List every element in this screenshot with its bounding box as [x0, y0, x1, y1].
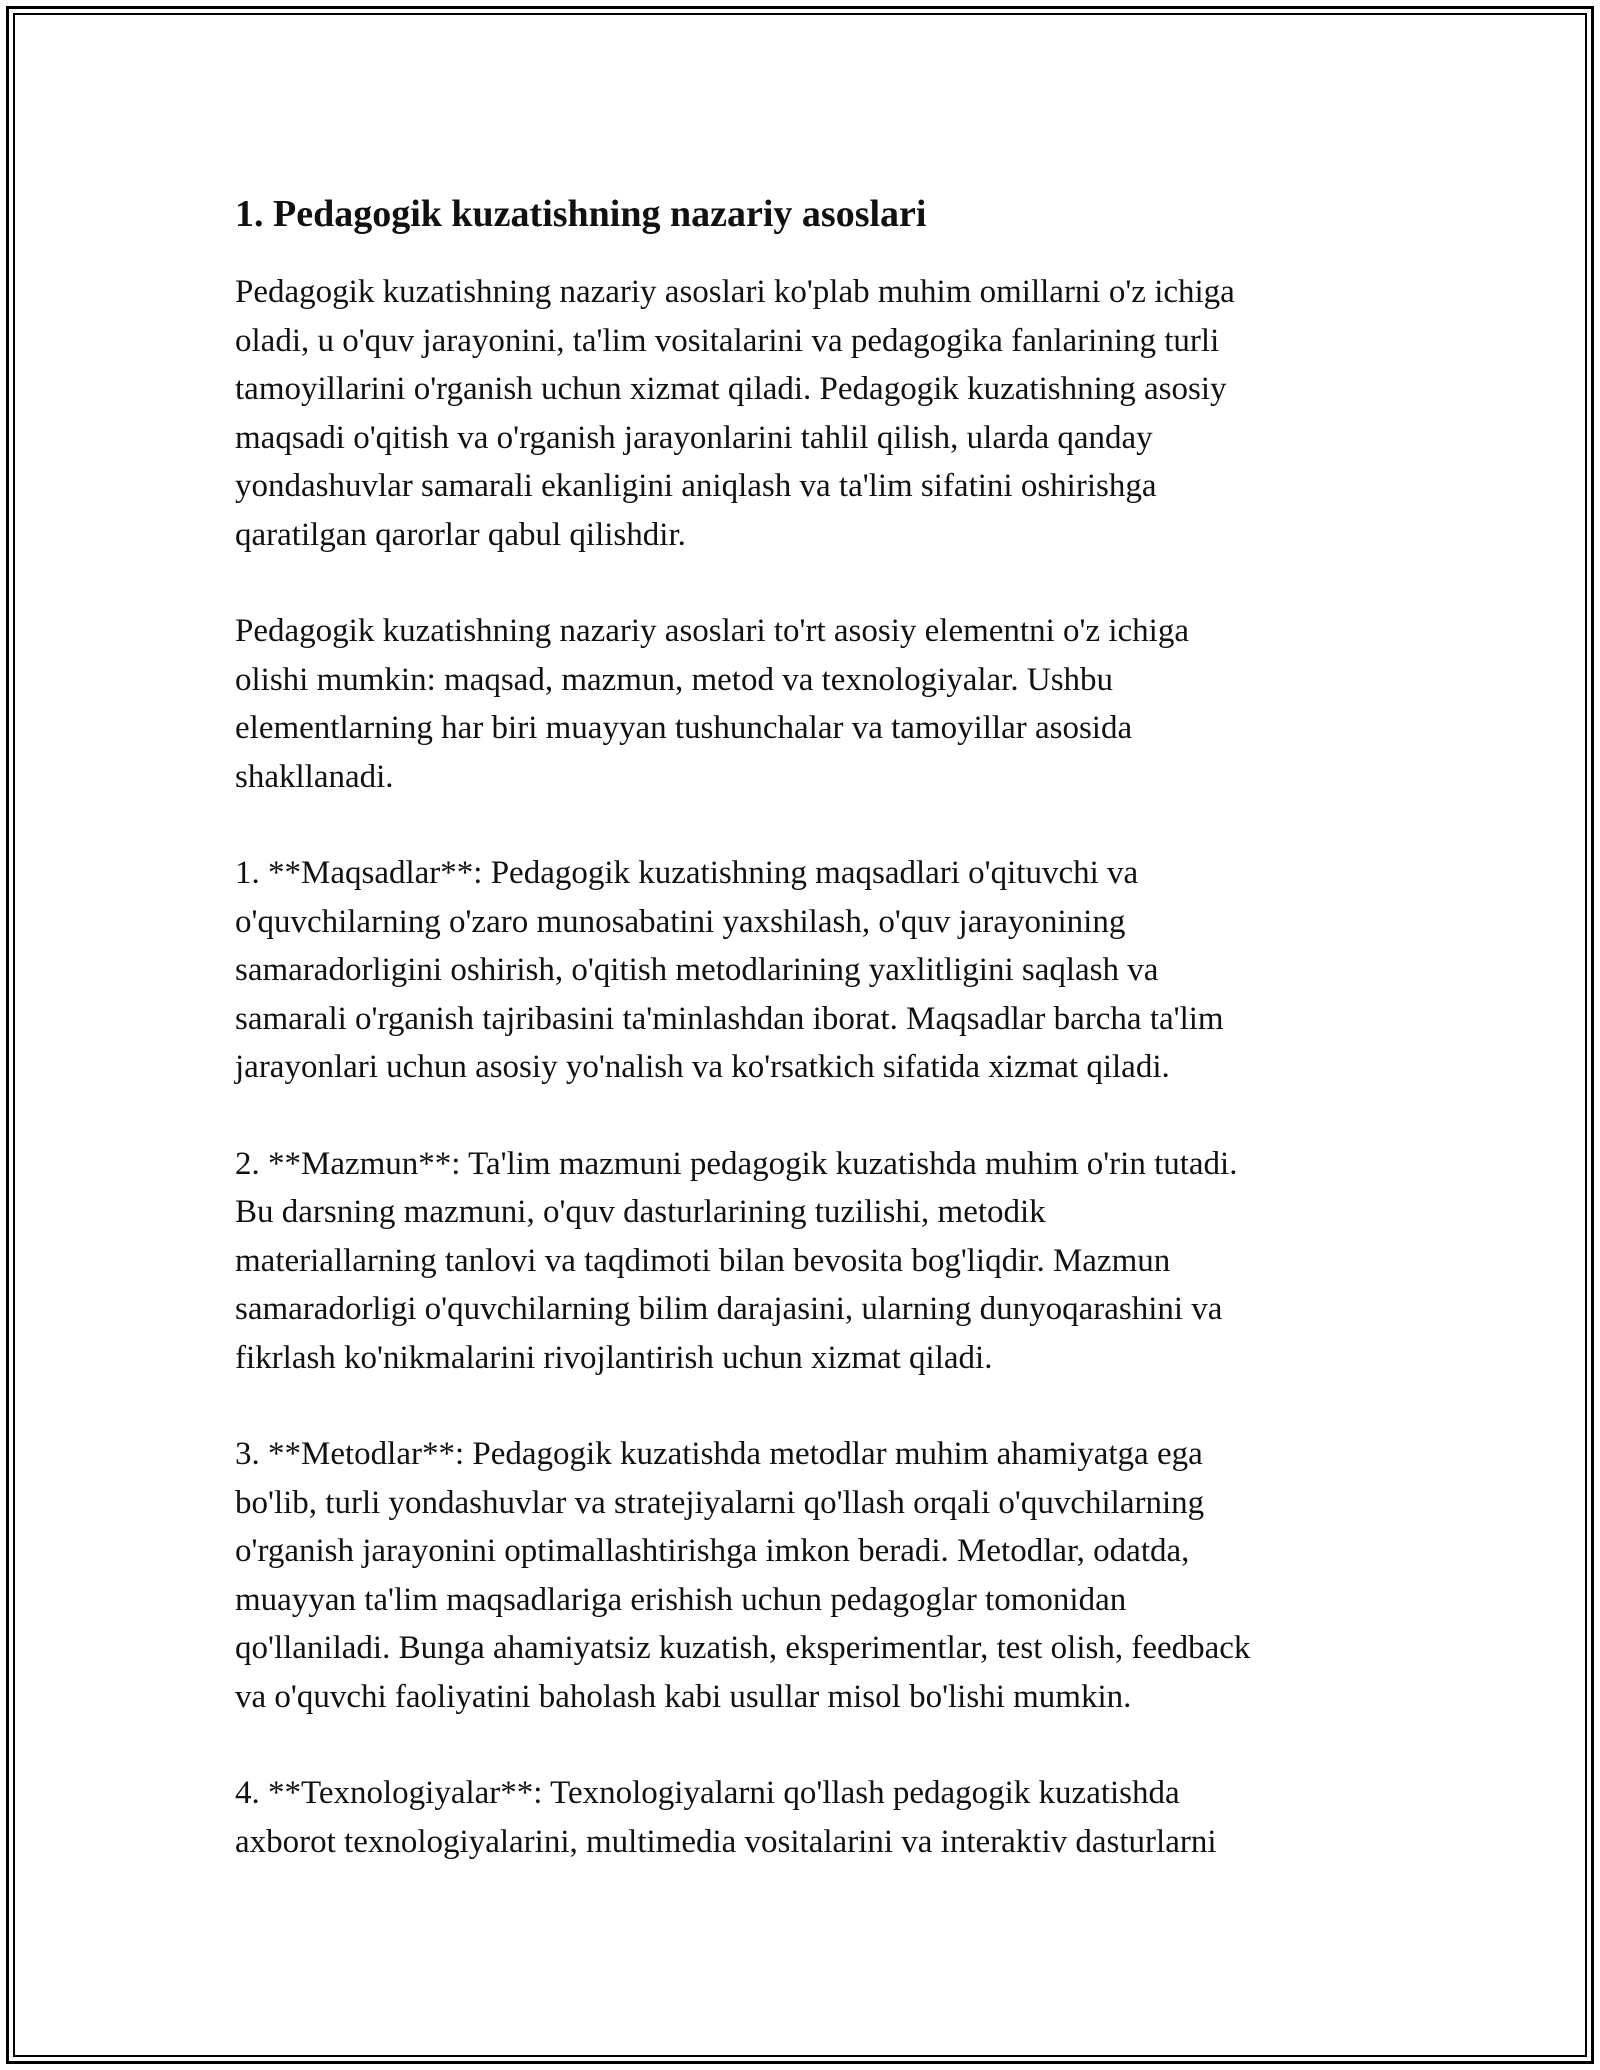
text-line: Pedagogik kuzatishning nazariy asoslari to'rt asosiy elementni o'z ichiga: [235, 613, 1189, 649]
text-line: muayyan ta'lim maqsadlariga erishish uchun pedagoglar tomonidan: [235, 1581, 1127, 1618]
text-line: samarali o'rganish tajribasini ta'minlashdan iborat. Maqsadlar barcha ta'lim: [235, 1000, 1224, 1037]
text-line: 4. **Texnologiyalar**: Texnologiyalarni qo'llash pedagogik kuzatishda: [235, 1775, 1180, 1811]
text-line: jarayonlari uchun asosiy yo'nalish va ko'rsatkich sifatida xizmat qiladi.: [235, 1049, 1170, 1085]
text-line: samaradorligi o'quvchilarning bilim darajasini, ularning dunyoqarashini va: [235, 1291, 1223, 1327]
text-line: tamoyillarini o'rganish uchun xizmat qiladi. Pedagogik kuzatishning asosiy: [235, 371, 1227, 407]
section-title: 1. Pedagogik kuzatishning nazariy asoslari: [235, 193, 927, 235]
text-line: materiallarning tanlovi va taqdimoti bilan bevosita bog'liqdir. Mazmun: [235, 1242, 1171, 1279]
text-line: elementlarning har biri muayyan tushunchalar va tamoyillar asosida: [235, 710, 1133, 746]
paragraph-goals: [235, 849, 1375, 1092]
text-line: bo'lib, turli yondashuvlar va stratejiyalarni qo'llash orqali o'quvchilarning: [235, 1484, 1205, 1521]
paragraph-technologies: [235, 1769, 1375, 1866]
paragraph-elements: [235, 607, 1375, 801]
text-line: Pedagogik kuzatishning nazariy asoslari ko'plab muhim omillarni o'z ichiga: [235, 274, 1235, 310]
paragraph-intro: [235, 268, 1375, 559]
text-line: 1. **Maqsadlar**: Pedagogik kuzatishning maqsadlari o'qituvchi va: [235, 855, 1139, 891]
text-line: yondashuvlar samarali ekanligini aniqlash va ta'lim sifatini oshirishga: [235, 468, 1157, 504]
text-line: samaradorligini oshirish, o'qitish metodlarining yaxlitligini saqlash va: [235, 952, 1159, 988]
text-line: qaratilgan qarorlar qabul qilishdir.: [235, 516, 686, 553]
text-line: 3. **Metodlar**: Pedagogik kuzatishda metodlar muhim ahamiyatga ega: [235, 1436, 1203, 1472]
text-line: axborot texnologiyalarini, multimedia vositalarini va interaktiv dasturlarni: [235, 1823, 1217, 1860]
text-line: 2. **Mazmun**: Ta'lim mazmuni pedagogik kuzatishda muhim o'rin tutadi.: [235, 1145, 1238, 1182]
text-line: fikrlash ko'nikmalarini rivojlantirish uchun xizmat qiladi.: [235, 1339, 993, 1376]
paragraph-content: [235, 1140, 1375, 1383]
document-body: [235, 182, 1375, 1914]
text-line: o'rganish jarayonini optimallashtirishga imkon beradi. Metodlar, odatda,: [235, 1533, 1190, 1569]
paragraph-methods: [235, 1430, 1375, 1721]
text-line: o'quvchilarning o'zaro munosabatini yaxshilash, o'quv jarayonining: [235, 903, 1126, 940]
text-line: olishi mumkin: maqsad, mazmun, metod va texnologiyalar. Ushbu: [235, 661, 1114, 698]
text-line: oladi, u o'quv jarayonini, ta'lim vositalarini va pedagogika fanlarining turli: [235, 322, 1220, 359]
text-line: va o'quvchi faoliyatini baholash kabi usullar misol bo'lishi mumkin.: [235, 1678, 1132, 1715]
text-line: Bu darsning mazmuni, o'quv dasturlarining tuzilishi, metodik: [235, 1194, 1046, 1230]
text-line: shakllanadi.: [235, 758, 394, 795]
text-line: maqsadi o'qitish va o'rganish jarayonlarini tahlil qilish, ularda qanday: [235, 419, 1153, 456]
text-line: qo'llaniladi. Bunga ahamiyatsiz kuzatish, eksperimentlar, test olish, feedback: [235, 1630, 1251, 1666]
